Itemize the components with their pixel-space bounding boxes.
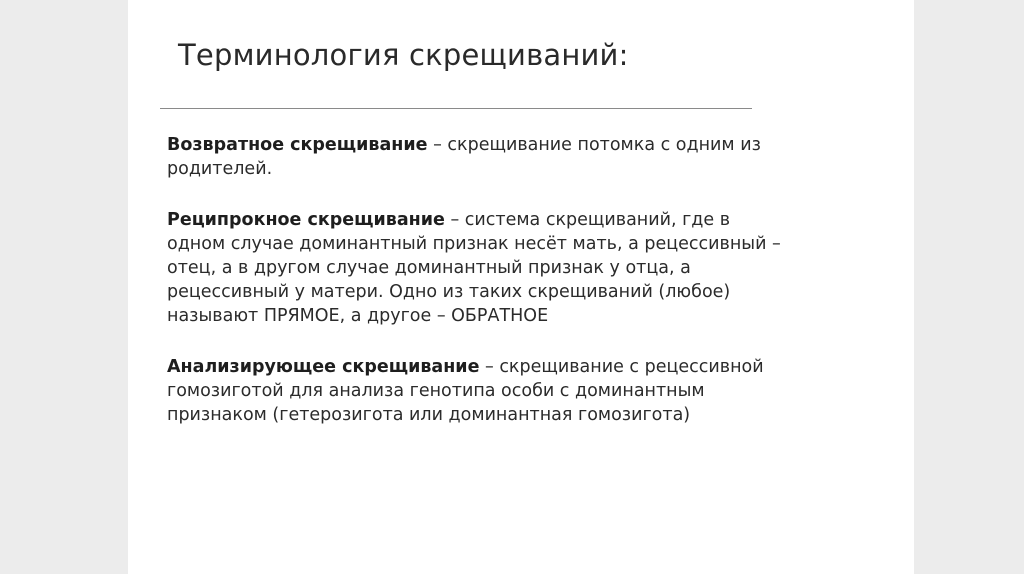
- title-divider: [160, 108, 752, 109]
- definition-line: родителей.: [167, 159, 273, 179]
- definition-line: признаком (гетерозигота или доминантная гомозигота): [167, 405, 691, 425]
- definition-line: [167, 133, 867, 157]
- definition-reciprocal-cross: [167, 208, 867, 328]
- definition-line: [167, 355, 867, 379]
- definition-line: гомозиготой для анализа генотипа особи с доминантным: [167, 381, 705, 401]
- definition-text: – система скрещиваний, где в: [444, 210, 731, 230]
- definition-test-cross: [167, 355, 867, 427]
- definition-line: рецессивный у матери. Одно из таких скрещиваний (любое): [167, 282, 731, 302]
- term-backcross: Возвратное скрещивание: [167, 135, 428, 155]
- slide: [128, 0, 914, 574]
- definition-text: – скрещивание с рецессивной: [479, 357, 764, 377]
- term-reciprocal-cross: Реципрокное скрещивание: [167, 210, 445, 230]
- definition-line: [167, 208, 867, 232]
- term-test-cross: Анализирующее скрещивание: [167, 357, 480, 377]
- definition-line: называют ПРЯМОЕ, а другое – ОБРАТНОЕ: [167, 306, 549, 326]
- slide-title: Терминология скрещиваний:: [178, 38, 629, 72]
- definition-text: – скрещивание потомка с одним из: [427, 135, 761, 155]
- definition-backcross: [167, 133, 867, 181]
- definition-line: отец, а в другом случае доминантный признак у отца, а: [167, 258, 691, 278]
- definitions: [167, 133, 867, 454]
- definition-line: одном случае доминантный признак несёт мать, а рецессивный –: [167, 234, 781, 254]
